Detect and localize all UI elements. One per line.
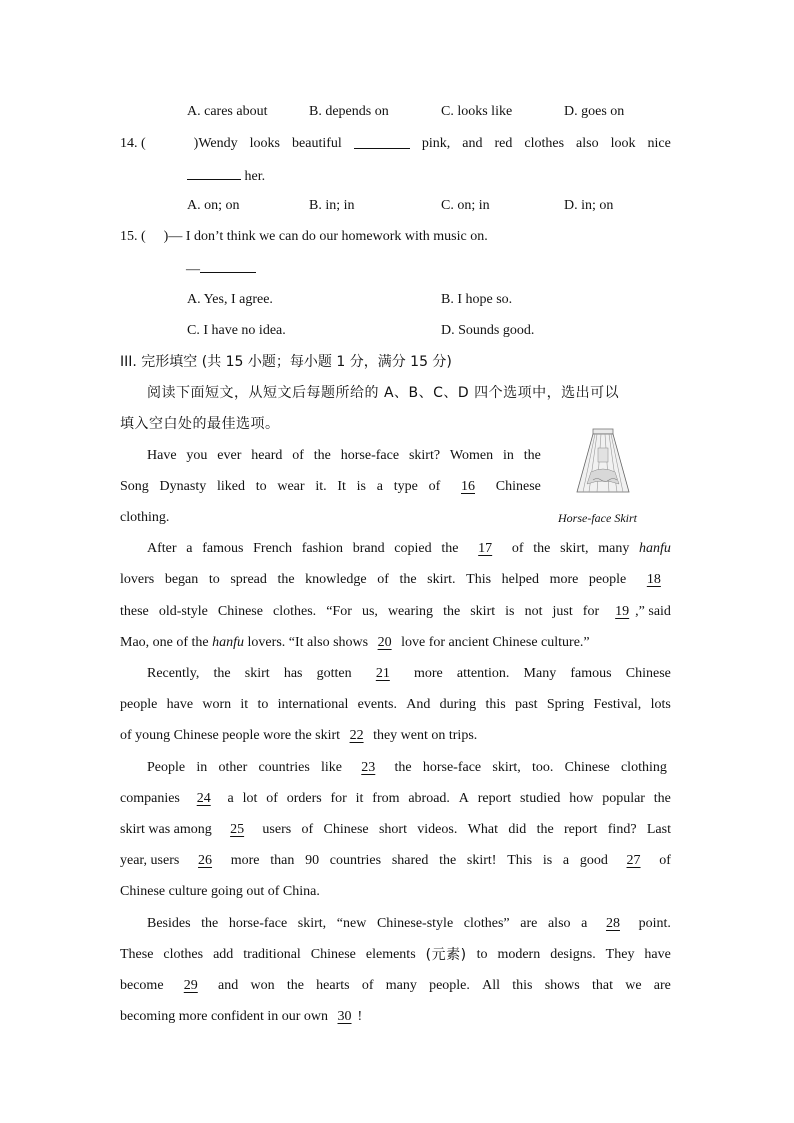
passage-line: [120, 477, 541, 497]
word: the: [313, 448, 331, 463]
word: All: [482, 978, 501, 993]
word: these: [120, 604, 149, 619]
word: skirt was among: [120, 822, 212, 837]
word: it: [355, 791, 364, 806]
word: famous: [202, 541, 244, 556]
word: After: [147, 541, 177, 556]
blank-17[interactable]: 17: [478, 541, 493, 556]
word: have: [166, 697, 194, 712]
q14-option-a[interactable]: A. on; on: [187, 198, 240, 213]
word: This: [466, 572, 492, 587]
word: of: [428, 479, 441, 494]
word: knowledge: [305, 572, 367, 587]
passage-line: [120, 570, 671, 590]
word: looks: [249, 136, 281, 151]
blank-18[interactable]: 18: [646, 572, 661, 587]
q13-option-a[interactable]: A. cares about: [187, 104, 268, 119]
word: her.: [244, 169, 266, 184]
word: the: [443, 604, 461, 619]
passage-line: [120, 789, 671, 809]
word: in: [503, 448, 514, 463]
word: Chinese: [495, 479, 541, 494]
word: find?: [607, 822, 637, 837]
word: lot: [242, 791, 258, 806]
word: more: [230, 853, 260, 868]
word: this: [512, 978, 533, 993]
q14-option-b[interactable]: B. in; in: [309, 198, 355, 213]
word: helped: [501, 572, 539, 587]
word: skirt,: [492, 760, 521, 775]
word: to: [208, 572, 220, 587]
q14-prefix: 14. ( )Wendy: [120, 136, 238, 151]
passage-line: [120, 820, 671, 840]
word: is: [542, 853, 553, 868]
word: hearts: [316, 978, 350, 993]
answer-blank[interactable]: [187, 165, 241, 180]
word: Recently,: [147, 666, 200, 681]
word: during: [439, 697, 477, 712]
word: companies: [120, 791, 180, 806]
word: shows: [544, 978, 580, 993]
passage-line: [120, 633, 590, 653]
word: a: [227, 791, 234, 806]
word: French: [253, 541, 293, 556]
text: love for ancient Chinese culture.”: [401, 635, 590, 650]
word: It: [337, 479, 346, 494]
word: spread: [230, 572, 267, 587]
word: the: [441, 541, 459, 556]
passage-line: [120, 1007, 362, 1027]
word: liked: [216, 479, 245, 494]
word: of: [292, 448, 304, 463]
word: Women: [449, 448, 494, 463]
word: become: [120, 978, 164, 993]
word: wearing: [387, 604, 434, 619]
word: heard: [251, 448, 283, 463]
word: nice: [647, 136, 671, 151]
word: other: [218, 760, 248, 775]
passage-line: [120, 851, 671, 871]
section-instruction-cont: 填入空白处的最佳选项。: [120, 416, 280, 432]
word: modern: [497, 947, 541, 962]
word: the: [394, 760, 412, 775]
word: more: [549, 572, 579, 587]
word: the: [277, 572, 295, 587]
passage-line: [120, 726, 477, 746]
word: type: [393, 479, 418, 494]
word: skirt?: [408, 448, 441, 463]
word: the: [523, 448, 541, 463]
word: skirt,: [297, 916, 327, 931]
word: people.: [429, 978, 470, 993]
word: did: [508, 822, 527, 837]
word: Besides: [147, 916, 191, 931]
word: Last: [646, 822, 671, 837]
word: just: [552, 604, 573, 619]
word: us,: [361, 604, 378, 619]
word: report: [477, 791, 512, 806]
word: brand: [352, 541, 385, 556]
word: elements: [365, 947, 416, 962]
word: clothes”: [463, 916, 510, 931]
word: has: [283, 666, 303, 681]
word: not: [524, 604, 543, 619]
word: horse-face: [340, 448, 400, 463]
word: worn: [202, 697, 232, 712]
passage-line: [147, 539, 671, 559]
word: Many: [523, 666, 557, 681]
word: we: [625, 978, 642, 993]
text: they went on trips.: [373, 728, 478, 743]
passage-line: [120, 602, 671, 622]
word: many: [385, 978, 417, 993]
word: events.: [357, 697, 397, 712]
section-instruction: 阅读下面短文，从短文后每题所给的 A、B、C、D 四个选项中，选出可以: [147, 385, 620, 401]
word: 90: [305, 853, 320, 868]
word: These: [120, 947, 154, 962]
word: videos.: [417, 822, 458, 837]
q14-option-c[interactable]: C. on; in: [441, 198, 490, 213]
word: copied: [394, 541, 432, 556]
word: a: [376, 479, 383, 494]
word: is: [356, 479, 366, 494]
word: pink,: [421, 136, 451, 151]
word: beautiful: [292, 136, 342, 151]
word: of: [361, 978, 374, 993]
word: ,” said: [635, 604, 671, 619]
word: good: [579, 853, 608, 868]
word: Chinese: [625, 666, 671, 681]
text: becoming more confident in our own: [120, 1009, 329, 1024]
word: for: [330, 791, 347, 806]
word: to: [257, 697, 269, 712]
word: skirt.: [427, 572, 456, 587]
answer-blank[interactable]: [200, 258, 256, 273]
word: What: [467, 822, 499, 837]
word: a: [562, 853, 570, 868]
word: people: [588, 572, 627, 587]
blank-21[interactable]: 21: [375, 666, 390, 681]
word: how: [569, 791, 594, 806]
word: horse-face: [228, 916, 288, 931]
word: Chinese-style: [376, 916, 454, 931]
q13-option-b[interactable]: B. depends on: [309, 104, 389, 119]
blank-23[interactable]: 23: [361, 760, 376, 775]
q14-line2: [187, 165, 265, 187]
q15-option-b[interactable]: B. I hope so.: [441, 292, 513, 307]
text: lovers. “It also shows: [247, 635, 369, 650]
word: skirt!: [466, 853, 497, 868]
word: lots: [650, 697, 671, 712]
word: the: [399, 572, 417, 587]
q14-option-d[interactable]: D. in; on: [564, 198, 614, 213]
word: people: [120, 697, 158, 712]
word: and: [218, 978, 239, 993]
word: from: [372, 791, 400, 806]
text: Mao, one of the: [120, 635, 209, 650]
word: This: [507, 853, 533, 868]
word: the: [533, 541, 551, 556]
word: horse-face: [422, 760, 482, 775]
word: gotten: [316, 666, 352, 681]
q15-prefix: 15. (: [120, 229, 146, 244]
word: popular: [602, 791, 645, 806]
word: the: [536, 822, 554, 837]
word: clothes.: [273, 604, 317, 619]
word: won: [250, 978, 275, 993]
word: attention.: [456, 666, 510, 681]
word: A: [458, 791, 469, 806]
blank-26[interactable]: 26: [198, 853, 213, 868]
word: the: [439, 853, 457, 868]
word: designs.: [550, 947, 596, 962]
word: the: [653, 791, 671, 806]
word: Chinese: [564, 760, 610, 775]
word-hanfu: hanfu: [639, 541, 671, 556]
word: Have: [147, 448, 177, 463]
blank-16[interactable]: 16: [461, 479, 475, 494]
word: are: [520, 916, 538, 931]
word: of: [377, 572, 389, 587]
word: have: [644, 947, 671, 962]
word: the: [286, 978, 304, 993]
word: you: [186, 448, 208, 463]
word: the: [213, 666, 231, 681]
word: “For: [326, 604, 352, 619]
word: of: [511, 541, 524, 556]
q13-option-d[interactable]: D. goes on: [564, 104, 625, 119]
word: began: [164, 572, 199, 587]
word: of: [301, 822, 314, 837]
passage-line: [147, 758, 667, 778]
text: !: [357, 1009, 363, 1024]
word: “new: [336, 916, 367, 931]
passage-line: [120, 695, 671, 715]
blank-28[interactable]: 28: [605, 916, 620, 931]
word-hanfu: hanfu: [212, 635, 245, 650]
blank-19[interactable]: 19: [615, 604, 630, 619]
q15-option-c[interactable]: C. I have no idea.: [187, 323, 286, 338]
passage-line: [120, 945, 671, 965]
word: Festival,: [593, 697, 642, 712]
q15-option-d[interactable]: D. Sounds good.: [441, 323, 535, 338]
word: skirt,: [560, 541, 589, 556]
word: famous: [570, 666, 612, 681]
q15-text: )— I don’t think we can do our homework with music on.: [163, 229, 488, 244]
word: short: [378, 822, 407, 837]
word: a: [186, 541, 193, 556]
word: of: [266, 791, 278, 806]
word: studied: [519, 791, 561, 806]
word: orders: [286, 791, 322, 806]
word: old-style: [158, 604, 208, 619]
word: skirt: [244, 666, 270, 681]
word: Chinese: [323, 822, 369, 837]
word: also: [547, 916, 571, 931]
word: They: [605, 947, 635, 962]
word: Song: [120, 479, 149, 494]
word: (元素): [425, 947, 467, 963]
word: too.: [532, 760, 554, 775]
passage-line: clothing.: [120, 510, 170, 525]
word: traditional: [243, 947, 301, 962]
word: to: [476, 947, 488, 962]
word: like: [321, 760, 343, 775]
word: more: [413, 666, 443, 681]
word: clothing: [620, 760, 667, 775]
word: Chinese: [217, 604, 263, 619]
word: report: [564, 822, 598, 837]
word: red: [494, 136, 513, 151]
word: lovers: [120, 572, 155, 587]
word: skirt: [470, 604, 496, 619]
blank-22[interactable]: 22: [349, 728, 364, 743]
text: of young Chinese people wore the skirt: [120, 728, 341, 743]
q15-reply: [186, 258, 256, 280]
passage-line: Chinese culture going out of China.: [120, 884, 320, 899]
word: Dynasty: [159, 479, 207, 494]
word: People: [147, 760, 186, 775]
word: countries: [329, 853, 382, 868]
q13-option-c[interactable]: C. looks like: [441, 104, 513, 119]
section-heading: III. 完形填空 (共 15 小题；每小题 1 分，满分 15 分): [120, 354, 452, 370]
word: users: [262, 822, 292, 837]
word: many: [598, 541, 630, 556]
word: fashion: [301, 541, 343, 556]
word: and: [462, 136, 483, 151]
horse-face-skirt-image: [575, 428, 631, 496]
word: past: [514, 697, 538, 712]
dash: —: [186, 262, 200, 277]
word: to: [255, 479, 267, 494]
word: a: [581, 916, 588, 931]
q15-question: [120, 227, 488, 247]
word: this: [485, 697, 506, 712]
q15-option-a[interactable]: A. Yes, I agree.: [187, 292, 273, 307]
passage-line: [147, 446, 541, 466]
word: it.: [315, 479, 327, 494]
word: clothes: [163, 947, 204, 962]
blank-20[interactable]: 20: [377, 635, 392, 650]
word: point.: [638, 916, 671, 931]
passage-line: [147, 914, 671, 934]
word: Chinese: [310, 947, 356, 962]
blank-27[interactable]: 27: [626, 853, 641, 868]
word: And: [406, 697, 431, 712]
blank-24[interactable]: 24: [196, 791, 211, 806]
word: that: [591, 978, 613, 993]
word: also: [576, 136, 599, 151]
word: the: [201, 916, 219, 931]
word: in: [196, 760, 208, 775]
word: is: [505, 604, 515, 619]
word: of: [659, 853, 671, 868]
figure-caption: Horse-face Skirt: [558, 511, 637, 525]
blank-25[interactable]: 25: [230, 822, 245, 837]
word: Spring: [546, 697, 585, 712]
blank-30[interactable]: 30: [337, 1009, 352, 1024]
word: wear: [277, 479, 305, 494]
word: year, users: [120, 853, 180, 868]
passage-line: [147, 664, 671, 684]
blank-29[interactable]: 29: [183, 978, 198, 993]
word: ever: [217, 448, 242, 463]
word: add: [213, 947, 234, 962]
word: clothes: [524, 136, 565, 151]
word: abroad.: [408, 791, 450, 806]
word: it: [240, 697, 249, 712]
word: international: [277, 697, 349, 712]
q14-question: [120, 134, 671, 154]
answer-blank[interactable]: [354, 134, 410, 149]
word: look: [610, 136, 636, 151]
word: are: [653, 978, 671, 993]
word: shared: [391, 853, 429, 868]
word: countries: [258, 760, 310, 775]
passage-line: [120, 976, 671, 996]
word: than: [270, 853, 295, 868]
word: for: [582, 604, 600, 619]
